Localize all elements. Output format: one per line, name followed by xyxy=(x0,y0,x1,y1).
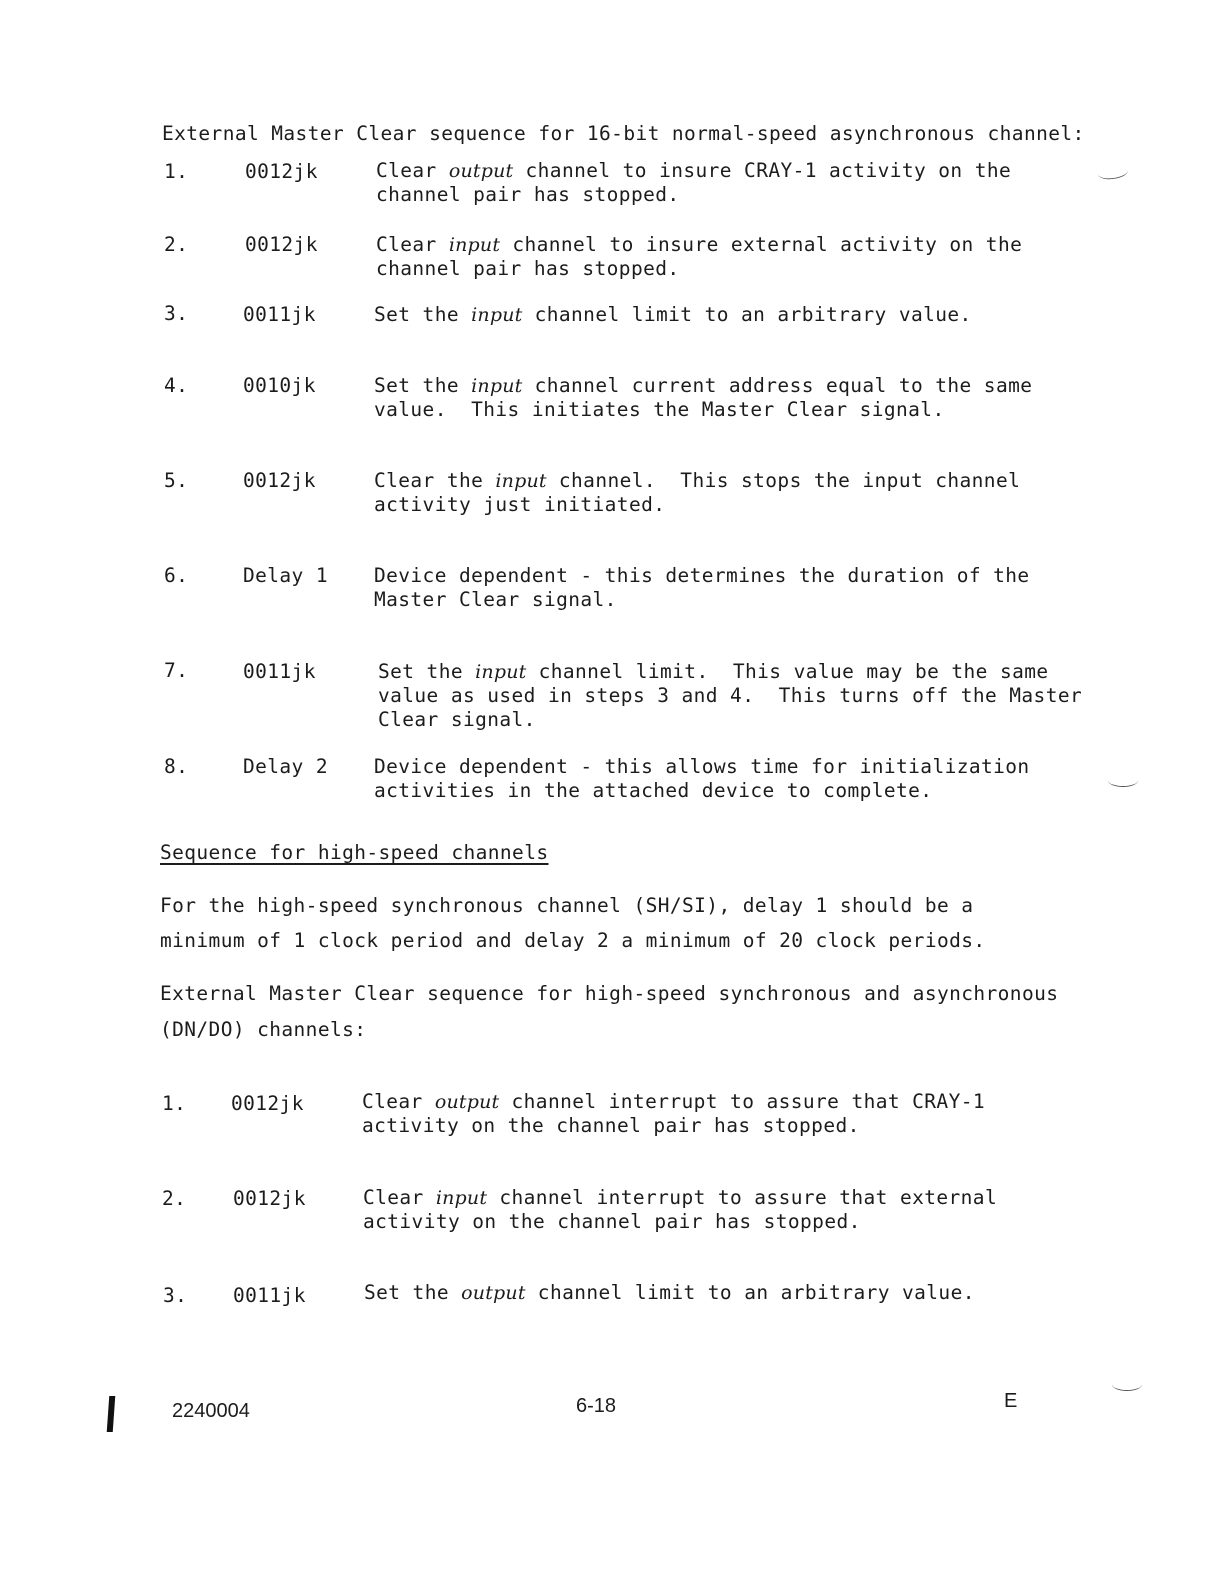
step-description: Clear input channel to insure external activity on the channel pair has stopped. xyxy=(376,233,1023,280)
step-description: Set the input channel limit. This value may be the same value as used in steps 3 and 4. This turns off the Master Clear signal. xyxy=(378,660,1083,731)
step-description: Clear input channel interrupt to assure that external activity on the channel pair has stopped. xyxy=(363,1186,998,1233)
step-number: 8. xyxy=(164,755,189,778)
margin-mark xyxy=(1108,774,1138,787)
revision-letter: E xyxy=(1004,1390,1018,1412)
step-description: Clear output channel to insure CRAY-1 activity on the channel pair has stopped. xyxy=(376,159,1012,206)
step-code: Delay 2 xyxy=(243,755,328,778)
step-number: 4. xyxy=(164,374,189,397)
step-code: 0012jk xyxy=(245,233,318,256)
step-code: 0012jk xyxy=(243,469,316,492)
step-number: 6. xyxy=(164,564,189,587)
step-code: Delay 1 xyxy=(243,564,328,587)
margin-mark xyxy=(1112,1378,1142,1391)
document-number: 2240004 xyxy=(172,1400,250,1422)
step-description: Set the output channel limit to an arbitrary value. xyxy=(364,1281,975,1304)
step-number: 2. xyxy=(162,1187,187,1210)
step-description: Set the input channel limit to an arbitrary value. xyxy=(374,303,972,326)
step-description: Clear output channel interrupt to assure that CRAY-1 activity on the channel pair has stopped. xyxy=(362,1090,985,1137)
paragraph-line: minimum of 1 clock period and delay 2 a minimum of 20 clock periods. xyxy=(160,929,986,952)
step-number: 3. xyxy=(164,302,189,325)
change-bar xyxy=(107,1396,116,1432)
step-code: 0010jk xyxy=(243,374,316,397)
step-number: 7. xyxy=(164,659,189,682)
step-number: 5. xyxy=(164,469,189,492)
paragraph-line: (DN/DO) channels: xyxy=(160,1018,367,1041)
step-code: 0012jk xyxy=(233,1187,306,1210)
section-intro: External Master Clear sequence for 16-bit normal-speed asynchronous channel: xyxy=(162,122,1085,145)
page-number: 6-18 xyxy=(576,1395,617,1417)
section-heading: Sequence for high-speed channels xyxy=(160,841,549,864)
step-number: 1. xyxy=(164,160,189,183)
step-code: 0011jk xyxy=(243,303,316,326)
margin-mark xyxy=(1097,164,1129,181)
paragraph-line: External Master Clear sequence for high-speed synchronous and asynchronous xyxy=(160,982,1059,1005)
step-number: 2. xyxy=(164,233,189,256)
step-description: Clear the input channel. This stops the input channel activity just initiated. xyxy=(374,469,1021,516)
step-description: Device dependent - this allows time for initialization activities in the attached device to complete. xyxy=(374,755,1030,802)
step-code: 0011jk xyxy=(233,1284,306,1307)
paragraph-line: For the high-speed synchronous channel (SH/SI), delay 1 should be a xyxy=(160,894,974,917)
step-number: 3. xyxy=(163,1284,188,1307)
step-code: 0012jk xyxy=(231,1092,304,1115)
step-code: 0011jk xyxy=(243,660,316,683)
step-number: 1. xyxy=(162,1092,187,1115)
step-description: Set the input channel current address equal to the same value. This initiates the Master Clear signal. xyxy=(374,374,1033,421)
step-code: 0012jk xyxy=(245,160,318,183)
step-description: Device dependent - this determines the duration of the Master Clear signal. xyxy=(374,564,1030,611)
